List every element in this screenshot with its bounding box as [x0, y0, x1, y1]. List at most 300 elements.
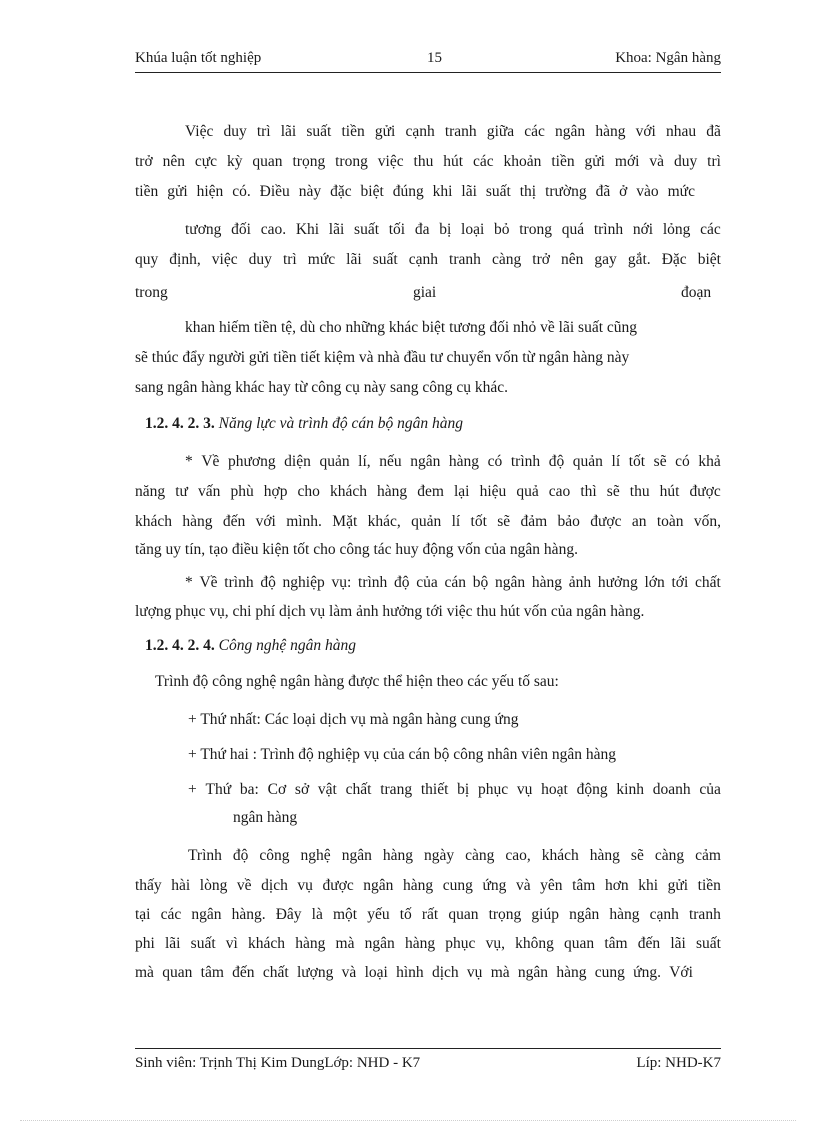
word: cực [194, 153, 218, 170]
word: hàng [404, 935, 436, 952]
word: nghệ [300, 847, 331, 864]
word: quan [564, 935, 595, 952]
para2-line-2: sẽ thúc đẩy người gửi tiền tiết kiệm và nhà đầu tư chuyển vốn từ ngân hàng này [135, 349, 630, 366]
word: quản [411, 513, 442, 530]
header-rule [135, 72, 721, 73]
word: hàng [182, 513, 213, 530]
word: sẽ [653, 453, 667, 470]
word: và [515, 877, 531, 894]
word: phù [230, 483, 254, 500]
word: mới [614, 153, 640, 170]
word: cao [548, 483, 571, 500]
word: vụ: [331, 574, 352, 591]
heading-title: Năng lực và trình độ cán bộ ngân hàng [218, 415, 464, 432]
word: phục [478, 781, 509, 798]
word: doanh [652, 781, 691, 798]
word: hàng. [231, 906, 266, 923]
word: suất [372, 251, 398, 268]
word: tâm [572, 877, 596, 894]
word: nên [162, 153, 185, 170]
word: quá [561, 221, 585, 238]
word: tốt [470, 513, 487, 530]
word: hình [396, 964, 424, 981]
word: loại [461, 221, 485, 238]
word: vốn, [693, 513, 721, 530]
word: quả [516, 483, 539, 500]
word: trở [135, 153, 153, 170]
list-item-3-continuation: ngân hàng [233, 809, 298, 826]
word: ngày [423, 847, 455, 864]
word: suất [190, 935, 216, 952]
para1-line-2 [135, 152, 721, 172]
para5-line-2 [135, 876, 721, 896]
word: quy [135, 251, 159, 268]
word: quản [319, 453, 350, 470]
word: khả [698, 453, 721, 470]
word: trì [256, 123, 271, 140]
word: ngân [410, 453, 441, 470]
word: Về [201, 453, 220, 470]
word: quan [448, 906, 479, 923]
word: tiền [341, 123, 365, 140]
word: lí [451, 513, 461, 530]
word: mà [135, 964, 154, 981]
word: hàng [295, 935, 326, 952]
para3-line-2 [135, 482, 721, 502]
word: tâm [604, 935, 628, 952]
word: yên [540, 877, 563, 894]
footer-student-info: Sinh viên: Trịnh Thị Kim DungLớp: NHD - K7 [135, 1055, 421, 1071]
word: độ [394, 574, 410, 591]
word: gửi [167, 183, 188, 200]
word: lòng [199, 877, 228, 894]
word: đến [637, 935, 661, 952]
word: thu [629, 483, 650, 500]
word: duy [248, 251, 272, 268]
word: ba: [239, 781, 259, 798]
word: định, [169, 251, 201, 268]
word: khách [541, 847, 579, 864]
word: nếu [379, 453, 402, 470]
word: suất [696, 935, 721, 952]
word: ngân [569, 906, 600, 923]
word: được [322, 877, 354, 894]
word: vụ [466, 964, 483, 981]
word: Thứ [205, 781, 232, 798]
para3-line-1 [185, 452, 721, 472]
word: nghiệp [282, 574, 325, 591]
word: ứng. [633, 964, 661, 981]
word: biệt [697, 251, 721, 268]
list-item-3 [188, 780, 721, 800]
word: quan [162, 964, 193, 981]
word: chất [345, 781, 372, 798]
page-header [135, 50, 721, 72]
word: các [472, 153, 494, 170]
header-page-number: 15 [427, 50, 442, 66]
word: biệt [360, 183, 384, 200]
word: trình [510, 453, 541, 470]
word: trình [224, 574, 254, 591]
word: + [188, 781, 197, 798]
word: hút [443, 153, 464, 170]
word: lí [611, 453, 621, 470]
word: mình. [286, 513, 322, 530]
word: Mặt [332, 513, 358, 530]
para1-split-word-3: đoạn [681, 284, 712, 301]
word: gay [594, 251, 617, 268]
word: * [185, 574, 193, 591]
word: hiệu [479, 483, 507, 500]
word: ngân [364, 935, 395, 952]
word: có [487, 453, 503, 470]
page-edge-dotted-line [20, 1120, 796, 1121]
word: cho [297, 483, 320, 500]
word: khách [248, 935, 286, 952]
section-heading-1-2-4-2-4 [145, 636, 356, 656]
word: càng [491, 251, 522, 268]
word: diện [284, 453, 311, 470]
word: thì [580, 483, 597, 500]
word: rất [421, 906, 439, 923]
word: hiện [196, 183, 224, 200]
para3-line-3 [135, 512, 721, 532]
para5-line-1 [188, 846, 721, 866]
word: và [341, 964, 357, 981]
word: vụ [297, 877, 313, 894]
word: tranh [444, 123, 477, 140]
word: trong [335, 153, 368, 170]
word: quan [252, 153, 283, 170]
word: trở [532, 251, 550, 268]
word: suất [306, 123, 332, 140]
word: cao, [505, 847, 531, 864]
para4-line-1 [185, 573, 721, 593]
word: suất [485, 183, 511, 200]
word: hài [171, 877, 191, 894]
word: thiết [420, 781, 449, 798]
word: lí, [358, 453, 371, 470]
word: khách [329, 483, 367, 500]
word: cán [444, 574, 467, 591]
word: nên [560, 251, 584, 268]
word: Với [669, 964, 693, 981]
para1-line-1 [185, 122, 721, 142]
word: hoạt [541, 781, 568, 798]
word: khi [638, 877, 659, 894]
word: ngân [363, 877, 394, 894]
word: sẽ [630, 847, 644, 864]
word: mức [307, 251, 336, 268]
word: dịch [261, 877, 288, 894]
heading-number: 1.2. 4. 2. 4. [145, 637, 215, 654]
word: gửi [584, 153, 605, 170]
word: việc [377, 153, 404, 170]
word: vào [636, 183, 659, 200]
word: cạnh [649, 906, 679, 923]
word: bảo [557, 513, 580, 530]
word: mà [490, 964, 510, 981]
header-thesis-label: Khúa luận tốt nghiệp [135, 50, 262, 66]
para1-split-word-2: giai [413, 284, 437, 301]
word: Đặc [661, 251, 687, 268]
word: thị [519, 183, 537, 200]
word: hơn [604, 877, 629, 894]
word: việc [211, 251, 238, 268]
word: duy [223, 123, 247, 140]
word: đảm [520, 513, 548, 530]
word: tại [135, 906, 151, 923]
word: tối [388, 221, 406, 238]
word: tốt [628, 453, 646, 470]
footer-class-label: Líp: NHD-K7 [636, 1055, 721, 1071]
word: độ [260, 574, 276, 591]
word: hút [659, 483, 680, 500]
para1-split-word-1: trong [135, 284, 168, 301]
word: với [635, 123, 656, 140]
word: ngân [341, 847, 372, 864]
word: hợp [263, 483, 288, 500]
word: phương [227, 453, 276, 470]
para3-line-4: tăng uy tín, tạo điều kiện tốt cho công tác huy động vốn của ngân hàng. [135, 541, 578, 558]
word: cảm [695, 847, 721, 864]
word: cung [594, 964, 625, 981]
word: Cơ [267, 781, 287, 798]
word: tương [185, 221, 222, 238]
word: năng [135, 483, 166, 500]
word: an [631, 513, 647, 530]
word: gửi [374, 123, 396, 140]
word: công [259, 847, 290, 864]
word: tranh [688, 906, 721, 923]
word: tâm [200, 964, 224, 981]
word: trì [282, 251, 297, 268]
word: tiền [135, 183, 159, 200]
word: vì [225, 935, 238, 952]
word: độ [232, 847, 249, 864]
word: sẽ [497, 513, 511, 530]
para1-line-4 [185, 220, 721, 240]
list-item-2: + Thứ hai : Trình độ nghiệp vụ của cán bộ công nhân viên ngân hàng [188, 746, 616, 763]
word: trình [358, 574, 388, 591]
word: giữa [486, 123, 515, 140]
word: là [311, 906, 323, 923]
word: Việc [185, 123, 214, 140]
word: đem [417, 483, 444, 500]
para5-line-3 [135, 905, 721, 925]
word: lãi [461, 183, 477, 200]
word: lớn [644, 574, 665, 591]
word: được [689, 483, 721, 500]
word: tới [671, 574, 689, 591]
word: ảnh [568, 574, 592, 591]
word: kỳ [227, 153, 243, 170]
word: vụ, [485, 935, 505, 952]
word: * [185, 453, 193, 470]
word: trì [707, 153, 721, 170]
word: vụ [516, 781, 533, 798]
intro-line: Trình độ công nghệ ngân hàng được thể hiện theo các yếu tố sau: [155, 673, 559, 690]
word: gắt. [627, 251, 651, 268]
word: tiền [697, 877, 721, 894]
word: bị [457, 781, 470, 798]
word: duy [673, 153, 698, 170]
word: các [524, 123, 545, 140]
para1-line-3 [135, 182, 695, 202]
word: với [255, 513, 276, 530]
word: đã [706, 123, 721, 140]
word: động [576, 781, 608, 798]
word: tiền [551, 153, 575, 170]
word: hàng [448, 453, 480, 470]
word: vấn [197, 483, 221, 500]
word: phục [445, 935, 476, 952]
word: mức [667, 183, 695, 200]
word: có [675, 453, 690, 470]
para4-line-2: lượng phục vụ, chi phí dịch vụ làm ảnh hưởng tới việc thu hút vốn của ngân hàng. [135, 603, 645, 620]
word: hàng [609, 906, 640, 923]
word: tranh [449, 251, 481, 268]
word: Khi [295, 221, 320, 238]
word: ngân [517, 964, 549, 981]
word: loại [364, 964, 388, 981]
word: đến [232, 964, 255, 981]
word: khách [135, 513, 173, 530]
word: lãi [346, 251, 362, 268]
word: chất [695, 574, 721, 591]
word: hàng [556, 964, 587, 981]
word: lượng [296, 964, 334, 981]
word: mà [335, 935, 355, 952]
word: Điều [259, 183, 290, 200]
word: được [590, 513, 622, 530]
word: trang [380, 781, 413, 798]
word: nhau [665, 123, 697, 140]
section-heading-1-2-4-2-3 [145, 414, 463, 434]
word: kinh [616, 781, 644, 798]
list-item-1: + Thứ nhất: Các loại dịch vụ mà ngân hàng cung ứng [188, 711, 519, 728]
word: của [699, 781, 721, 798]
word: dịch [431, 964, 459, 981]
word: đa [414, 221, 430, 238]
word: Về [199, 574, 218, 591]
word: cạnh [405, 123, 435, 140]
word: thu [413, 153, 434, 170]
word: suất [354, 221, 379, 238]
word: phi [135, 935, 155, 952]
word: cạnh [408, 251, 438, 268]
word: các [160, 906, 182, 923]
word: trong [519, 221, 552, 238]
word: gửi [667, 877, 689, 894]
word: quản [572, 453, 603, 470]
word: lại [454, 483, 470, 500]
word: hàng [403, 877, 434, 894]
word: đúng [392, 183, 424, 200]
word: sẽ [606, 483, 620, 500]
footer-rule [135, 1048, 721, 1049]
para2-line-3: sang ngân hàng khác hay từ công cụ này sang công cụ khác. [135, 379, 508, 396]
header-faculty-label: Khoa: Ngân hàng [615, 50, 721, 66]
word: càng [465, 847, 495, 864]
word: không [515, 935, 554, 952]
word: cung [442, 877, 473, 894]
word: có. [232, 183, 251, 200]
word: hàng [377, 483, 408, 500]
word: trình [593, 221, 624, 238]
word: độ [548, 453, 565, 470]
word: đối [231, 221, 251, 238]
word: bị [439, 221, 452, 238]
word: lãi [164, 935, 181, 952]
word: toàn [656, 513, 684, 530]
word: khi [432, 183, 453, 200]
word: hàng [382, 847, 413, 864]
word: đến [222, 513, 246, 530]
word: lãi [280, 123, 297, 140]
para2-line-1: khan hiếm tiền tệ, dù cho những khác biệt tương đối nhỏ về lãi suất cũng [185, 319, 638, 336]
word: ngân [191, 906, 222, 923]
word: lãi [328, 221, 345, 238]
word: này [298, 183, 322, 200]
word: sở [294, 781, 310, 798]
page-footer [135, 1055, 721, 1077]
word: ứng [482, 877, 507, 894]
word: bỏ [494, 221, 510, 238]
word: ngân [495, 574, 526, 591]
word: càng [654, 847, 685, 864]
word: yếu [367, 906, 390, 923]
word: hưởng [597, 574, 638, 591]
word: khác, [367, 513, 401, 530]
heading-number: 1.2. 4. 2. 3. [145, 415, 215, 432]
word: hàng [595, 123, 626, 140]
word: Đây [275, 906, 302, 923]
word: đặc [330, 183, 352, 200]
word: trường [545, 183, 587, 200]
word: trọng [488, 906, 522, 923]
para5-line-4 [135, 934, 721, 954]
word: hàng [589, 847, 620, 864]
word: đã [595, 183, 611, 200]
word: về [236, 877, 252, 894]
word: các [700, 221, 721, 238]
word: lãi [670, 935, 686, 952]
word: nới [632, 221, 654, 238]
para1-line-5 [135, 250, 721, 270]
word: ngân [555, 123, 586, 140]
word: thấy [135, 877, 162, 894]
word: tư [175, 483, 188, 500]
word: Trình [188, 847, 222, 864]
word: bộ [472, 574, 489, 591]
word: khoản [503, 153, 542, 170]
word: chất [262, 964, 289, 981]
word: tố [399, 906, 412, 923]
word: hàng [531, 574, 563, 591]
word: của [416, 574, 438, 591]
word: trọng [292, 153, 326, 170]
para5-line-5 [135, 963, 693, 983]
word: ở [619, 183, 628, 200]
word: vật [317, 781, 337, 798]
word: một [332, 906, 358, 923]
word: và [649, 153, 665, 170]
heading-title: Công nghệ ngân hàng [218, 637, 356, 654]
word: lỏng [662, 221, 691, 238]
word: cao. [260, 221, 287, 238]
word: giúp [531, 906, 559, 923]
